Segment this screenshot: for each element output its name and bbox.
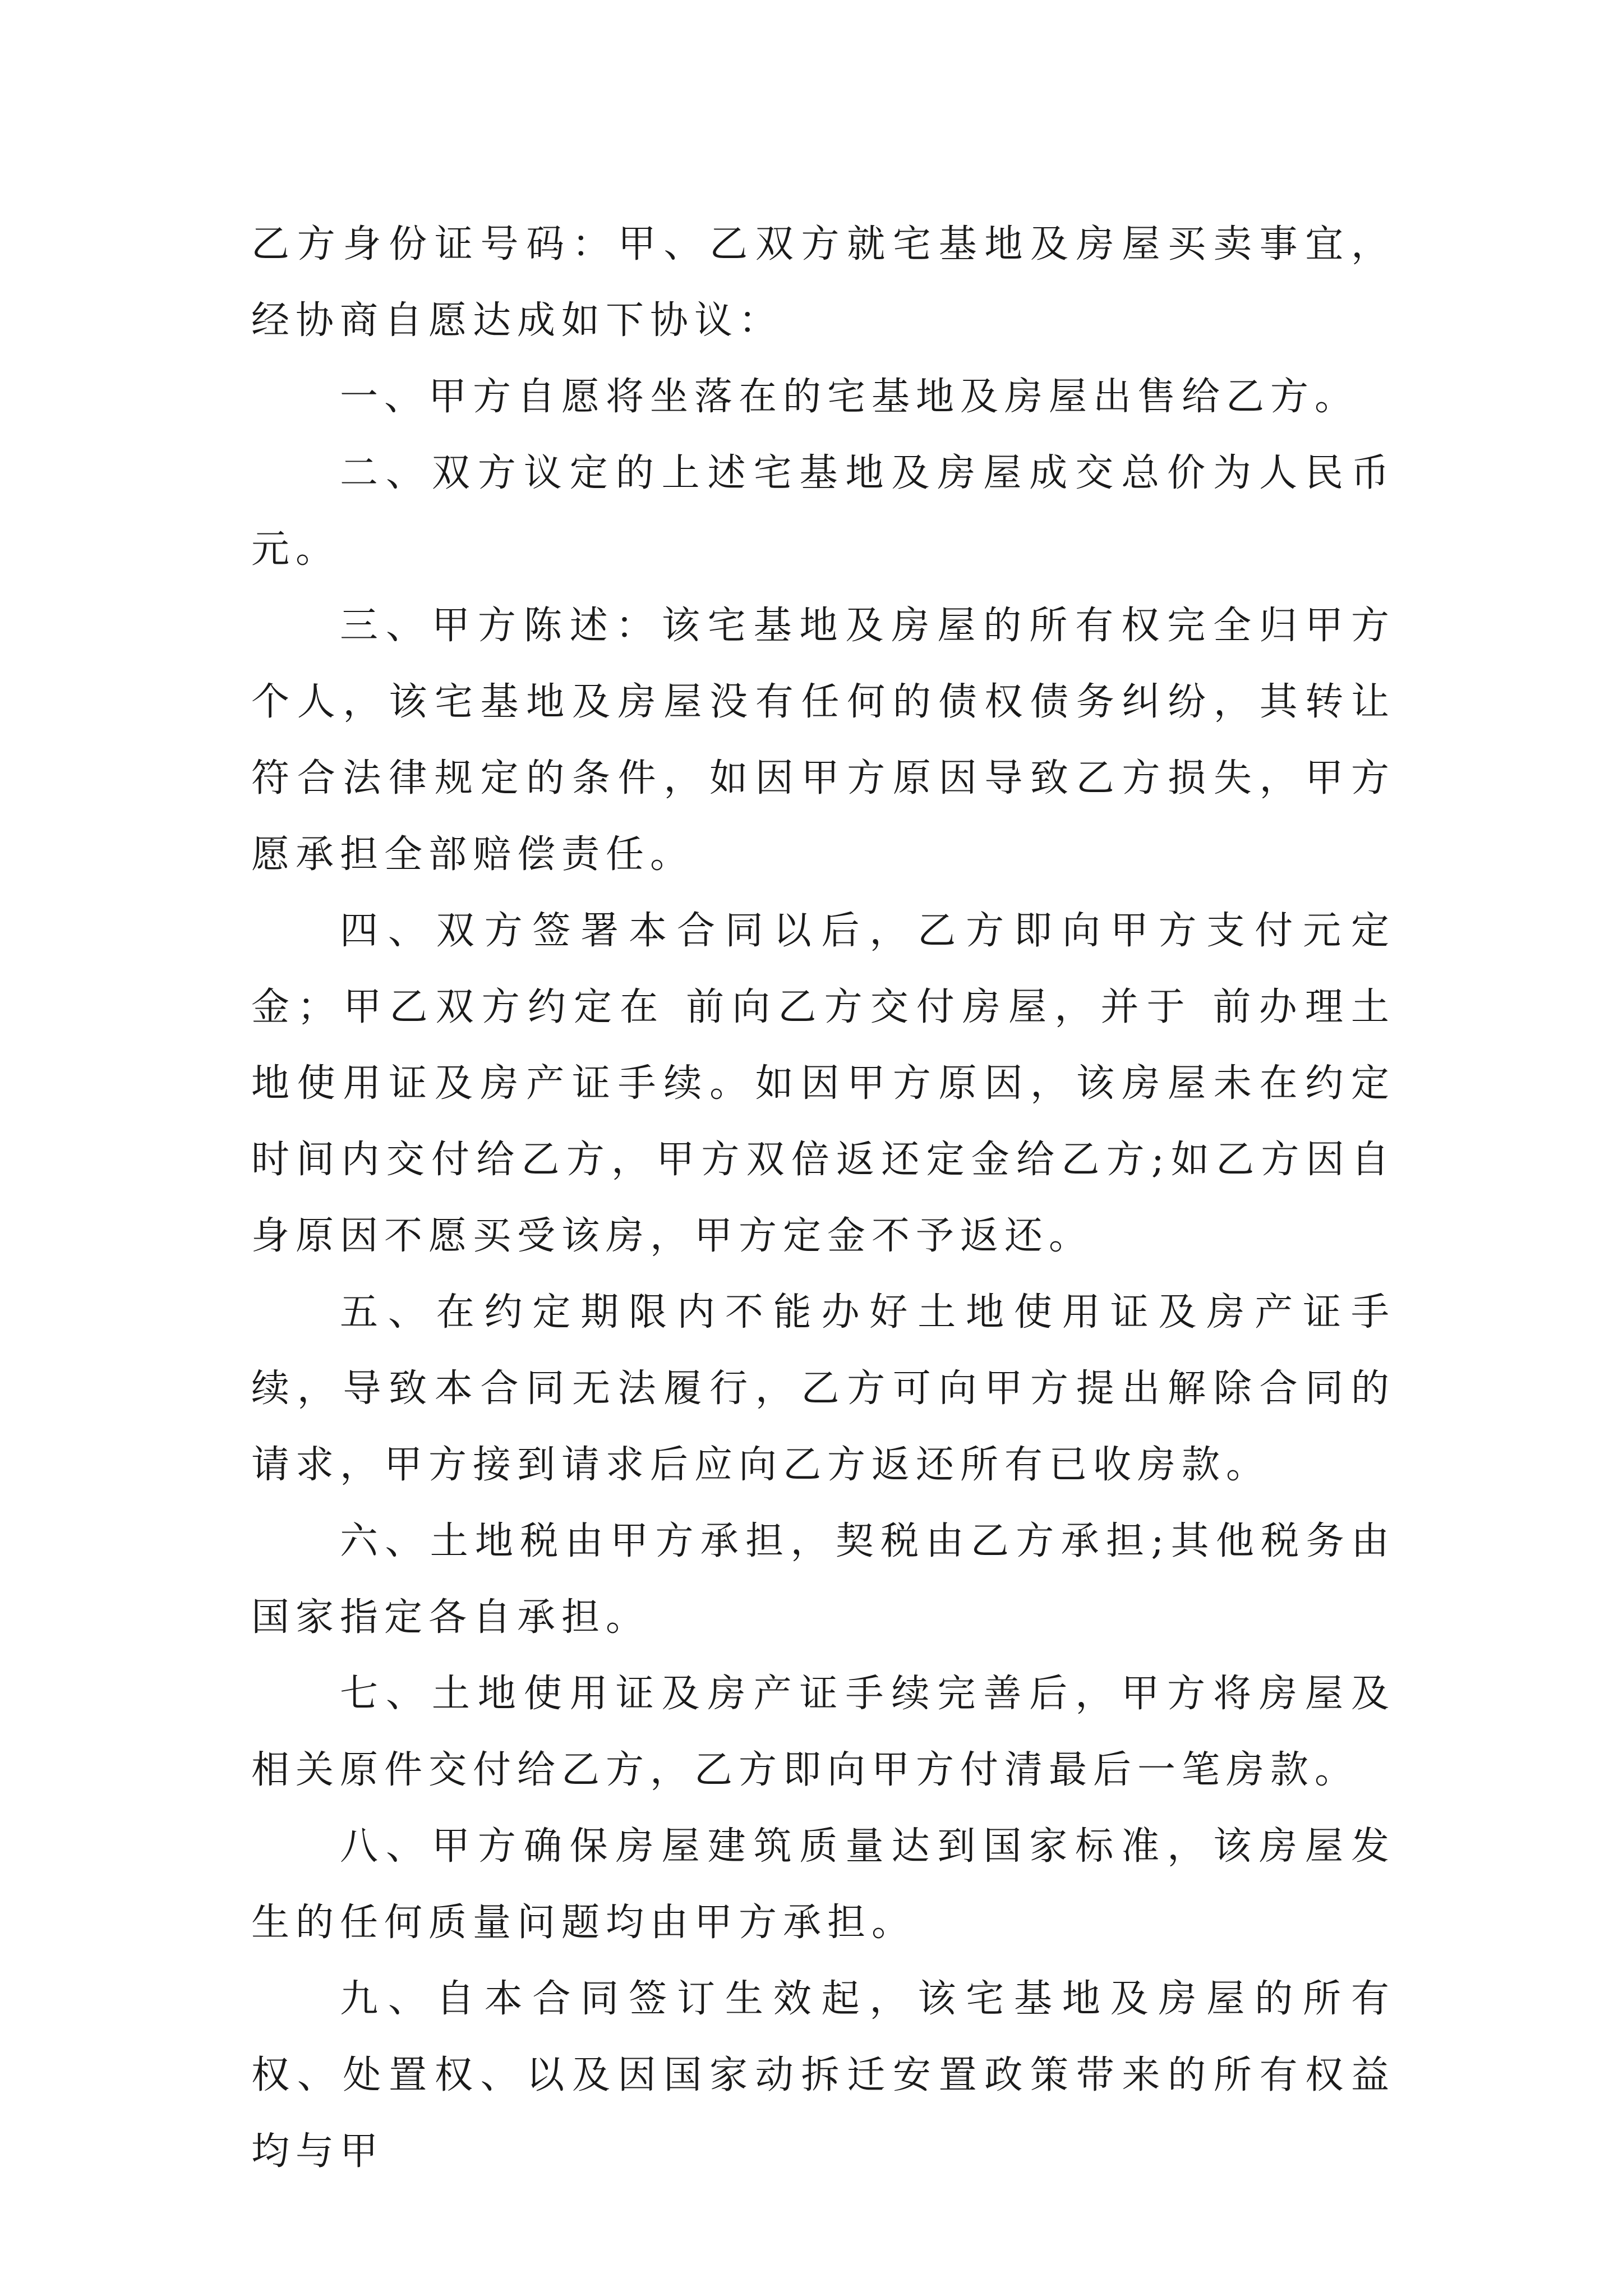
paragraph-clause-9: 九、自本合同签订生效起，该宅基地及房屋的所有权、处置权、以及因国家动拆迁安置政策带来的所有权益均与甲	[251, 1977, 1395, 2174]
paragraph-clause-3: 三、甲方陈述：该宅基地及房屋的所有权完全归甲方个人，该宅基地及房屋没有任何的债权债务纠纷，其转让符合法律规定的条件，如因甲方原因导致乙方损失，甲方愿承担全部赔偿责任。	[251, 604, 1395, 877]
paragraph-clause-2: 二、双方议定的上述宅基地及房屋成交总价为人民币元。	[251, 451, 1395, 572]
paragraph-clause-7: 七、土地使用证及房产证手续完善后，甲方将房屋及相关原件交付给乙方，乙方即向甲方付清最后一笔房款。	[251, 1672, 1395, 1792]
paragraph-clause-1: 一、甲方自愿将坐落在的宅基地及房屋出售给乙方。	[340, 375, 1359, 419]
paragraph-clause-5: 五、在约定期限内不能办好土地使用证及房产证手续，导致本合同无法履行，乙方可向甲方提出解除合同的请求，甲方接到请求后应向乙方返还所有已收房款。	[251, 1290, 1395, 1487]
paragraph-clause-6: 六、土地税由甲方承担，契税由乙方承担;其他税务由国家指定各自承担。	[251, 1519, 1395, 1640]
paragraph-clause-4: 四、双方签署本合同以后，乙方即向甲方支付元定金；甲乙双方约定在 前向乙方交付房屋，并于 前办理土地使用证及房产证手续。如因甲方原因，该房屋未在约定时间内交付给乙方，甲方双倍返还定金给乙方;如乙方因自身原因不愿买受该房，甲方定金不予返还。	[251, 909, 1395, 1258]
paragraph-preamble: 乙方身份证号码：甲、乙双方就宅基地及房屋买卖事宜，经协商自愿达成如下协议：	[251, 222, 1395, 343]
paragraph-clause-8: 八、甲方确保房屋建筑质量达到国家标准，该房屋发生的任何质量问题均由甲方承担。	[251, 1824, 1395, 1945]
document-body	[251, 206, 1395, 2190]
